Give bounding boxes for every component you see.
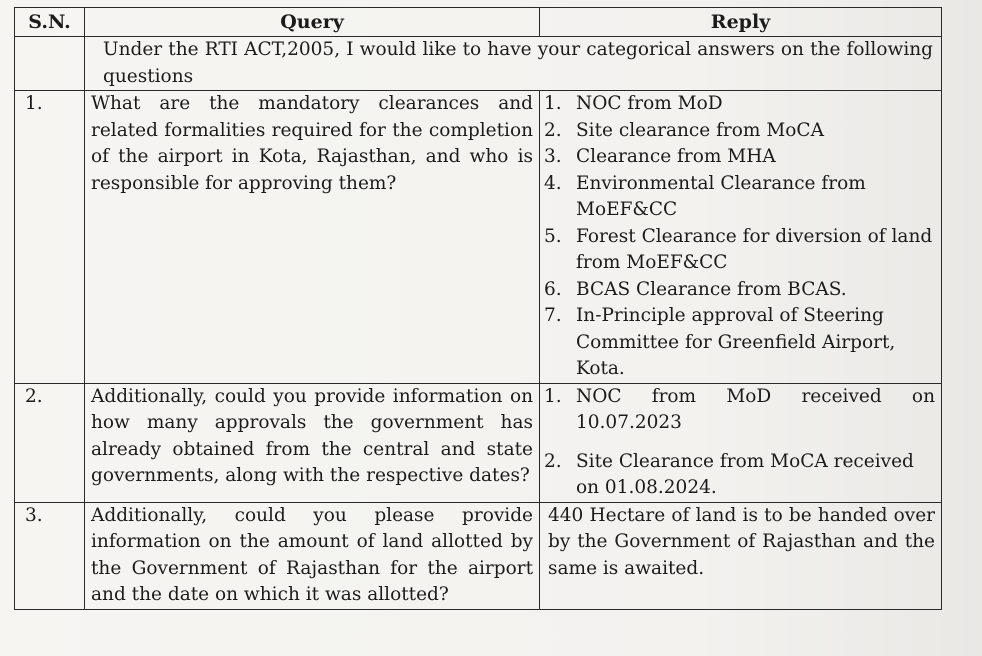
- row-reply: [540, 383, 942, 502]
- list-text: Environmental Clearance from MoEF&CC: [576, 172, 866, 220]
- list-item: [544, 303, 935, 383]
- list-text: NOC from MoD received on 10.07.2023: [576, 385, 935, 433]
- row-query: Additionally, could you provide information on how many approvals the government has already obtained from the central and state governments, along with the respective dates?: [85, 383, 540, 502]
- list-num: 1.: [544, 385, 562, 407]
- row-sn: 1.: [15, 91, 85, 384]
- list-item: [544, 91, 935, 118]
- list-item: [544, 449, 935, 502]
- list-text: Forest Clearance for diversion of land from MoEF&CC: [576, 225, 933, 273]
- intro-sn-cell: [15, 37, 85, 91]
- row-query: What are the mandatory clearances and related formalities required for the completion of the airport in Kota, Rajasthan, and who is responsible for approving them?: [85, 91, 540, 384]
- reply-list: [544, 384, 935, 502]
- list-num: 3.: [544, 146, 562, 167]
- list-item: [544, 144, 935, 171]
- list-item: [544, 224, 935, 277]
- list-item: [544, 277, 935, 304]
- list-text: In-Principle approval of Steering Committee for Greenfield Airport, Kota.: [576, 305, 896, 379]
- row-sn: 3.: [15, 502, 85, 609]
- list-text: Clearance from MHA: [576, 146, 776, 167]
- list-num: 2.: [544, 119, 562, 141]
- row-query: Additionally, could you please provide information on the amount of land allotted by the Government of Rajasthan for the airport and the date on which it was allotted?: [85, 502, 540, 609]
- intro-row: [15, 37, 942, 91]
- list-num: 4.: [544, 172, 562, 194]
- list-item: [544, 171, 935, 224]
- row-sn: 2.: [15, 383, 85, 502]
- list-text: BCAS Clearance from BCAS.: [576, 278, 847, 300]
- table-row: [15, 502, 942, 609]
- list-num: 6.: [544, 278, 562, 300]
- row-reply: [540, 91, 942, 384]
- intro-text: Under the RTI ACT,2005, I would like to have your categorical answers on the following questions: [85, 37, 942, 91]
- reply-list: [544, 91, 935, 383]
- list-item: [544, 384, 935, 437]
- row-reply: 440 Hectare of land is to be handed over by the Government of Rajasthan and the same is awaited.: [540, 502, 942, 609]
- list-text: Site Clearance from MoCA received on 01.08.2024.: [576, 450, 914, 498]
- list-item: [544, 118, 935, 145]
- header-row: [15, 8, 942, 37]
- list-num: 5.: [544, 225, 562, 247]
- header-query: Query: [85, 8, 540, 37]
- list-num: 7.: [544, 305, 562, 326]
- list-num: 2.: [544, 450, 562, 472]
- header-reply: Reply: [540, 8, 942, 37]
- list-num: 1.: [544, 93, 562, 114]
- table-row: [15, 383, 942, 502]
- list-text: Site clearance from MoCA: [576, 119, 824, 141]
- table-row: [15, 91, 942, 384]
- header-sn: S.N.: [15, 8, 85, 37]
- list-text: NOC from MoD: [576, 93, 723, 114]
- rti-reply-table: [14, 7, 942, 610]
